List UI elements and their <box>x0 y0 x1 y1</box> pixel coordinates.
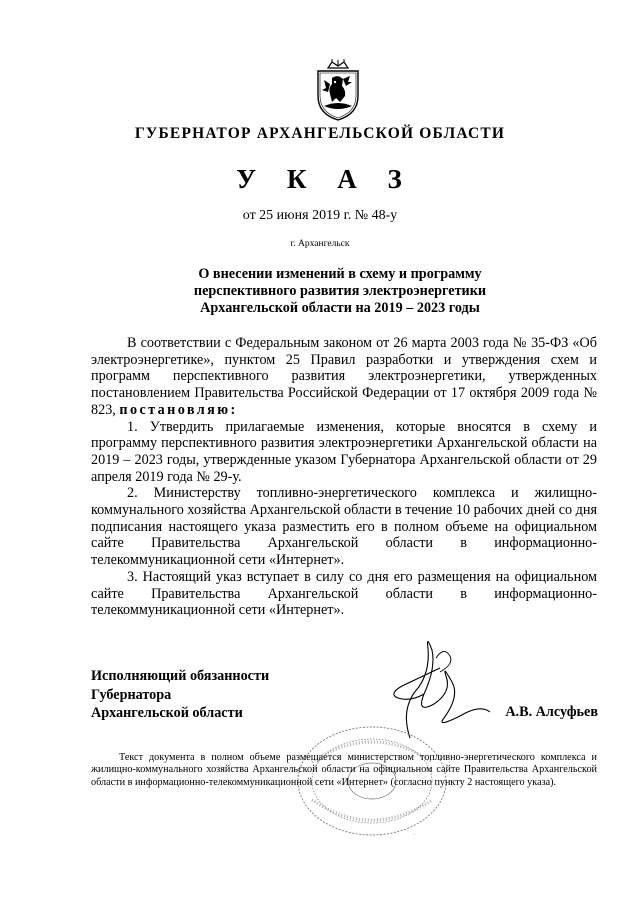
place-of-issue: г. Архангельск <box>290 239 350 249</box>
title-line: Архангельской области на 2019 – 2023 годы <box>200 300 480 316</box>
document-body <box>91 335 597 619</box>
page-mark: · <box>413 832 415 838</box>
signatory-name: А.В. Алсуфьев <box>505 704 598 720</box>
document-type: У К А З <box>236 164 414 194</box>
date-and-number: от 25 июня 2019 г. № 48-у <box>242 208 398 223</box>
archangelsk-coat-of-arms-icon <box>310 58 366 122</box>
position-line: Архангельской области <box>91 705 243 721</box>
item-3: 3. Настоящий указ вступает в силу со дня его размещения на официальном сайте Правительства Архангельской области в информационно-телекоммуникационной сети «Интернет». <box>91 568 597 619</box>
publication-footnote: Текст документа в полном объеме размещается министерством топливно-энергетического комплекса и жилищно-коммунального хозяйства Архангельской области на официальном сайте Правительства Архангельской области в информационно-телекоммуникационной сети «Интернет» (согласно пункту 2 настоящего указа). <box>91 752 597 788</box>
document-title <box>150 266 530 317</box>
item-2: 2. Министерству топливно-энергетического комплекса и жилищно-коммунального хозяйства Архангельской области в течение 10 рабочих дней со дня подписания настоящего указа разместить его в полном объеме на официальном сайте Правительства Архангельской области в информационно-телекоммуникационной сети «Интернет». <box>91 485 597 569</box>
decree-colon: : <box>230 401 238 418</box>
issuing-authority: ГУБЕРНАТОР АРХАНГЕЛЬСКОЙ ОБЛАСТИ <box>134 125 506 142</box>
signatory-position <box>91 667 269 723</box>
decree-word: постановляю <box>119 401 231 418</box>
position-line: Губернатора <box>91 686 172 703</box>
title-line: О внесении изменений в схему и программу <box>198 266 482 282</box>
position-line: Исполняющий обязанности <box>91 668 270 684</box>
preamble-text: В соответствии с Федеральным законом от 26 марта 2003 года № 35-ФЗ «Об электроэнергетике», пунктом 25 Правил разработки и утверждения схем и программ перспективного развития электроэнергетики, утвержденных постановлением Правительства Российской Федерации от 17 октября 2009 года № 823, <box>91 335 597 418</box>
title-line: перспективного развития электроэнергетики <box>193 283 487 299</box>
preamble-paragraph <box>91 335 597 419</box>
item-1: 1. Утвердить прилагаемые изменения, которые вносятся в схему и программу перспективного развития электроэнергетики Архангельской области на 2019 – 2023 годы, утвержденные указом Губернатора Архангельской области от 29 апреля 2019 года № 29-у. <box>91 418 597 485</box>
